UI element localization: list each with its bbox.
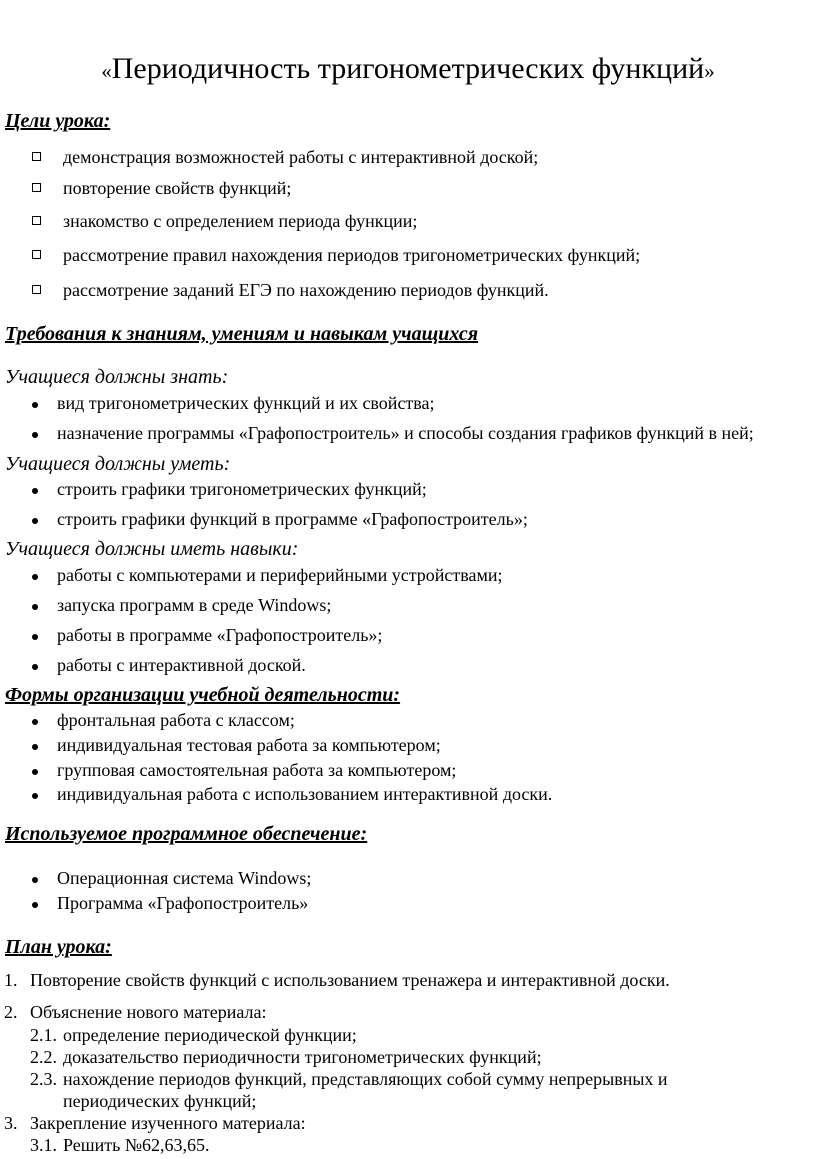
bullet-dot-icon xyxy=(32,719,38,725)
skills-item: работы с интерактивной доской. xyxy=(57,655,306,675)
requirements-heading: Требования к знаниям, умениям и навыкам учащихся xyxy=(5,323,479,345)
forms-item: индивидуальная работа с использованием интерактивной доски. xyxy=(57,784,553,804)
square-bullet-icon xyxy=(32,250,41,259)
can-label: Учащиеся должны уметь: xyxy=(5,453,231,475)
know-item: назначение программы «Графопостроитель» и способы создания графиков функций в ней; xyxy=(57,423,754,443)
square-bullet-icon xyxy=(32,285,41,294)
plan-item-text: определение периодической функции; xyxy=(63,1025,357,1045)
plan-item-text: доказательство периодичности тригонометрических функций; xyxy=(63,1047,542,1067)
plan-item-text: Закрепление изученного материала: xyxy=(30,1113,306,1133)
square-bullet-icon xyxy=(32,183,41,192)
bullet-dot-icon xyxy=(32,664,38,670)
title-close-quote: » xyxy=(704,59,715,83)
plan-item-number: 3. xyxy=(4,1113,18,1133)
bullet-dot-icon xyxy=(32,402,38,408)
software-heading: Используемое программное обеспечение: xyxy=(5,823,368,845)
bullet-dot-icon xyxy=(32,604,38,610)
bullet-dot-icon xyxy=(32,793,38,799)
plan-item-number: 3.1. xyxy=(30,1135,57,1155)
bullet-dot-icon xyxy=(32,877,38,883)
plan-heading: План урока: xyxy=(5,936,112,958)
skills-item: запуска программ в среде Windows; xyxy=(57,595,332,615)
forms-item: групповая самостоятельная работа за компьютером; xyxy=(57,760,457,780)
bullet-dot-icon xyxy=(32,634,38,640)
plan-item-text: нахождение периодов функций, представляющих собой сумму непрерывных и xyxy=(63,1069,668,1089)
plan-item-number: 2. xyxy=(4,1002,18,1022)
page-title xyxy=(0,52,816,86)
forms-heading: Формы организации учебной деятельности: xyxy=(5,684,401,706)
plan-item-text: Решить №62,63,65. xyxy=(63,1135,210,1155)
goals-item: знакомство с определением периода функции; xyxy=(63,211,418,231)
plan-item-number: 1. xyxy=(4,970,18,990)
can-item: строить графики тригонометрических функций; xyxy=(57,479,427,499)
goals-item: демонстрация возможностей работы с интерактивной доской; xyxy=(63,147,539,167)
software-item: Операционная система Windows; xyxy=(57,868,312,888)
title-open-quote: « xyxy=(101,59,112,83)
bullet-dot-icon xyxy=(32,902,38,908)
skills-item: работы в программе «Графопостроитель»; xyxy=(57,625,383,645)
plan-item-number: 2.2. xyxy=(30,1047,57,1067)
goals-heading: Цели урока: xyxy=(5,110,111,132)
goals-item: повторение свойств функций; xyxy=(63,178,292,198)
goals-item: рассмотрение заданий ЕГЭ по нахождению периодов функций. xyxy=(63,280,549,300)
plan-item-number: 2.1. xyxy=(30,1025,57,1045)
title-text: Периодичность тригонометрических функций xyxy=(111,52,705,85)
plan-item-text: Объяснение нового материала: xyxy=(30,1002,267,1022)
bullet-dot-icon xyxy=(32,769,38,775)
plan-item-text-continued: периодических функций; xyxy=(63,1091,257,1111)
plan-item-number: 2.3. xyxy=(30,1069,57,1089)
goals-item: рассмотрение правил нахождения периодов тригонометрических функций; xyxy=(63,245,641,265)
forms-item: индивидуальная тестовая работа за компьютером; xyxy=(57,735,441,755)
bullet-dot-icon xyxy=(32,432,38,438)
bullet-dot-icon xyxy=(32,574,38,580)
bullet-dot-icon xyxy=(32,488,38,494)
bullet-dot-icon xyxy=(32,744,38,750)
square-bullet-icon xyxy=(32,216,41,225)
forms-item: фронтальная работа с классом; xyxy=(57,710,295,730)
know-item: вид тригонометрических функций и их свойства; xyxy=(57,393,435,413)
can-item: строить графики функций в программе «Графопостроитель»; xyxy=(57,509,528,529)
bullet-dot-icon xyxy=(32,518,38,524)
skills-item: работы с компьютерами и периферийными устройствами; xyxy=(57,565,503,585)
square-bullet-icon xyxy=(32,152,41,161)
know-label: Учащиеся должны знать: xyxy=(5,366,229,388)
software-item: Программа «Графопостроитель» xyxy=(57,893,309,913)
plan-item-text: Повторение свойств функций с использованием тренажера и интерактивной доски. xyxy=(30,970,670,990)
skills-label: Учащиеся должны иметь навыки: xyxy=(5,538,299,560)
